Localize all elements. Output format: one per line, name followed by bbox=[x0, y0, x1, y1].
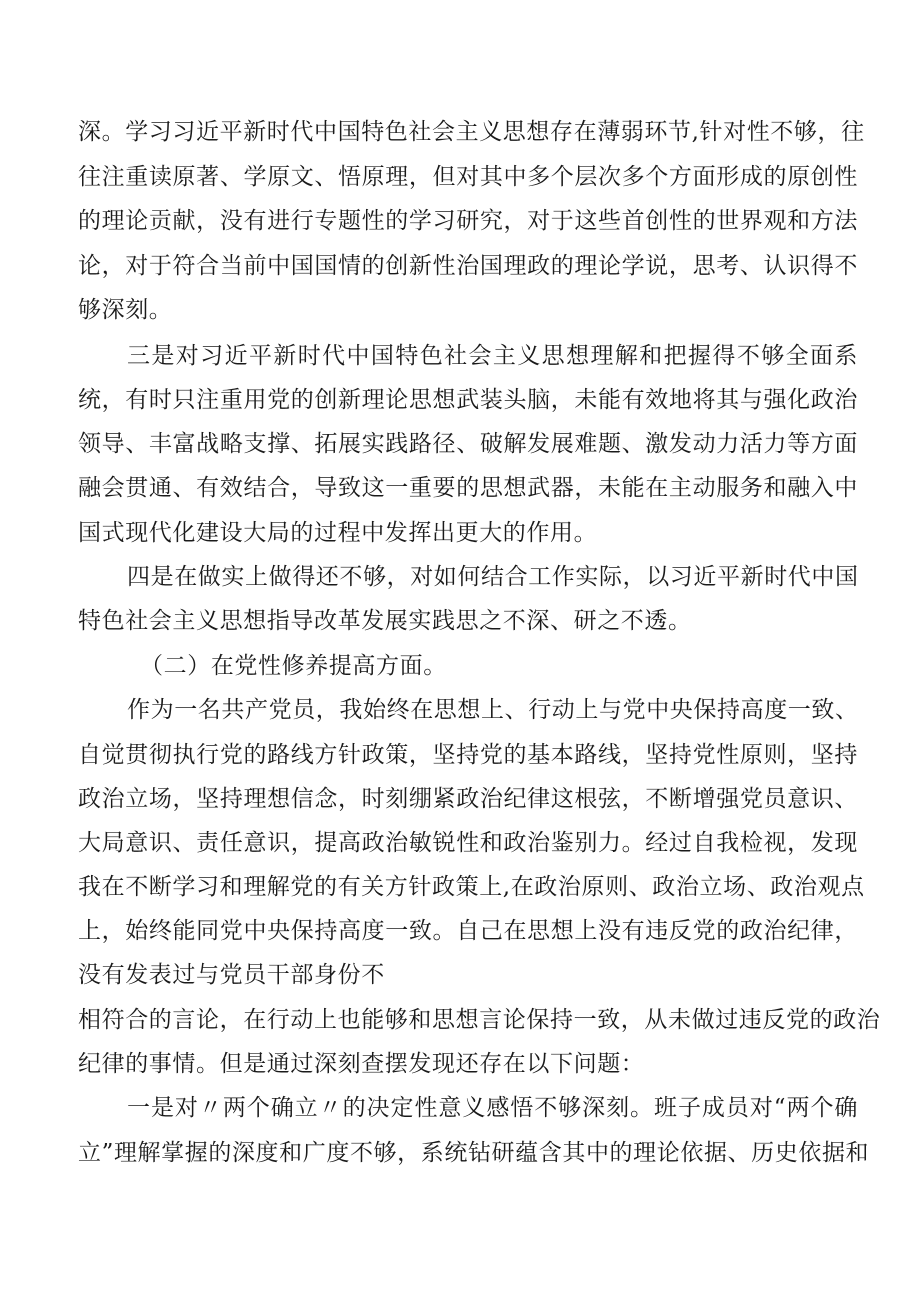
section-heading: （二）在党性修养提高方面。 bbox=[140, 653, 447, 679]
paragraph-line: 特色社会主义思想指导改革发展实践思之不深、研之不透。 bbox=[78, 608, 692, 634]
paragraph-line: 上，始终能同党中央保持高度一致。自己在思想上没有违反党的政治纪律， bbox=[78, 918, 858, 944]
paragraph-line: 深。学习习近平新时代中国特色社会主义思想存在薄弱环节,针对性不够，往 bbox=[78, 119, 865, 145]
paragraph-first-line: 作为一名共产党员，我始终在思想上、行动上与党中央保持高度一致、 bbox=[127, 697, 859, 723]
paragraph-line: 立”理解掌握的深度和广度不够，系统钻研蕴含其中的理论依据、历史依据和 bbox=[78, 1140, 870, 1166]
paragraph-line: 的理论贡献，没有进行专题性的学习研究，对于这些首创性的世界观和方法 bbox=[78, 208, 858, 234]
paragraph-line: 政治立场，坚持理想信念，时刻绷紧政治纪律这根弦，不断增强党员意识、 bbox=[78, 786, 858, 812]
paragraph-line: 大局意识、责任意识，提高政治敏锐性和政治鉴别力。经过自我检视，发现 bbox=[78, 830, 858, 856]
paragraph-first-line: 四是在做实上做得还不够，对如何结合工作实际，以习近平新时代中国 bbox=[127, 564, 859, 590]
paragraph-first-line: 一是对〃两个确立〃的决定性意义感悟不够深刻。班子成员对“两个确 bbox=[127, 1095, 858, 1121]
paragraph-line: 纪律的事情。但是通过深刻查摆发现还存在以下问题： bbox=[78, 1051, 645, 1077]
paragraph-line: 统，有时只注重用党的创新理论思想武装头脑，未能有效地将其与强化政治 bbox=[78, 387, 858, 413]
paragraph-line: 论，对于符合当前中国国情的创新性治国理政的理论学说，思考、认识得不 bbox=[78, 253, 858, 279]
paragraph-line: 融会贯通、有效结合，导致这一重要的思想武器，未能在主动服务和融入中 bbox=[78, 475, 858, 501]
paragraph-line: 我在不断学习和理解党的有关方针政策上,在政治原则、政治立场、政治观点 bbox=[78, 874, 865, 900]
paragraph-line: 国式现代化建设大局的过程中发挥出更大的作用。 bbox=[78, 520, 598, 546]
paragraph-line: 够深刻。 bbox=[78, 297, 173, 323]
paragraph-line: 自觉贯彻执行党的路线方针政策，坚持党的基本路线，坚持党性原则，坚持 bbox=[78, 742, 858, 768]
paragraph-line: 往注重读原著、学原文、悟原理，但对其中多个层次多个方面形成的原创性 bbox=[78, 164, 858, 190]
paragraph-first-line: 三是对习近平新时代中国特色社会主义思想理解和把握得不够全面系 bbox=[127, 343, 858, 369]
paragraph-line: 领导、丰富战略支撑、拓展实践路径、破解发展难题、激发动力活力等方面 bbox=[78, 431, 858, 457]
paragraph-line: 相符合的言论，在行动上也能够和思想言论保持一致，从未做过违反党的政治 bbox=[78, 1007, 881, 1033]
paragraph-line: 没有发表过与党员干部身份不 bbox=[78, 962, 385, 988]
